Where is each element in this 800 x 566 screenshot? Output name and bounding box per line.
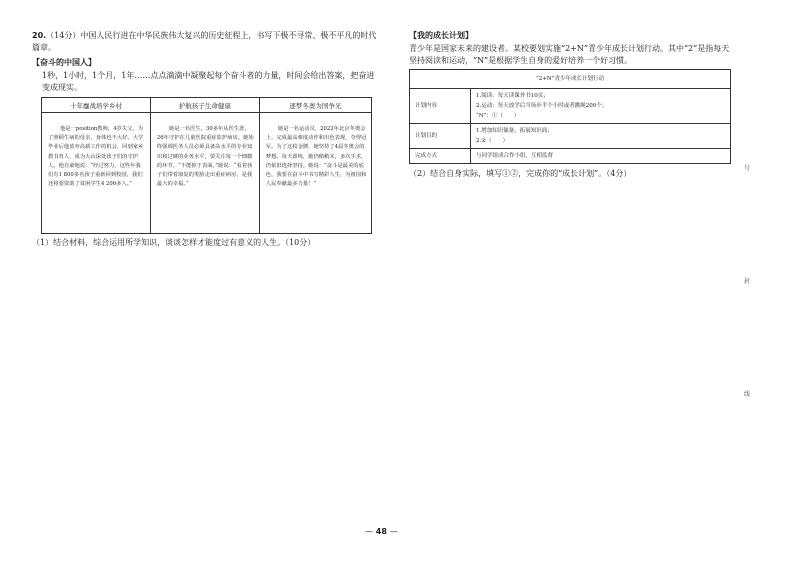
table-header-3: 逐梦冬奥为国争光 <box>259 98 371 113</box>
growth-plan-table <box>409 69 731 164</box>
table-header-1: 十年鏖战培学乡村 <box>42 98 151 113</box>
page-footer <box>365 527 398 536</box>
table-header-2: 护航孩子生命健康 <box>150 98 259 113</box>
binding-margin-label: 号 <box>744 165 751 172</box>
question-text: （14分）中国人民行进在中华民族伟大复兴的历史征程上，书写下极不寻常、极不平凡的时代篇章。 <box>32 31 377 52</box>
table-cell-doctor: 她是一名医生，30多年从医生涯，26年守护在儿童医院重症监护病房。她始终强调医务人员必须具备高水平的专业知识和过硬的业务水平，要关注每一个细微的环节，“不能掉于表面。”她说：“看着孩子们带着康复的笑脸走出重症病房，是我最大的幸福。” <box>150 113 259 234</box>
table-cell-athlete: 她是一名运动员，2022年北京冬奥会上，完成最高难度动作和出色表现，夺得冠军。为了这枚金牌，她坚持了4届冬奥会的梦想。每天训练，她仍稍稍未，多次手术，仍依旧选择坚持。她说：“奋斗是最美的底色，我要在奋斗中书写精彩人生，为祖国和人民奉献最多力量！” <box>259 113 371 234</box>
footer-dash: — <box>389 527 398 536</box>
plan-row-label-method: 完成方式 <box>410 149 471 164</box>
question-number: 20. <box>32 31 47 40</box>
plan-row-content <box>471 124 731 149</box>
section-intro-right: 青少年是国家未来的建设者。某校要划实施“2+N”青少年成长计划行动。其中“2”是指每天坚持阅读和运动，“N”是根据学生自身的爱好培养一个好习惯。 <box>409 44 730 65</box>
section-header-right: 【我的成长计划】 <box>409 31 473 40</box>
plan-line: 2.②（ ） <box>476 138 509 144</box>
struggle-table <box>41 97 372 234</box>
plan-table-title: “2+N”青少年成长计划行动 <box>410 70 731 89</box>
sub-question-1: （1）结合材料，综合运用所学知识，谈谈怎样才能度过有意义的人生。（10分） <box>32 238 316 247</box>
sub-question-2: （2）结合自身实际，填写①②，完成你的“成长计划”。（4分） <box>409 169 632 178</box>
plan-line: 1.增加知识储备，拓展知识面； <box>476 128 553 134</box>
plan-row-label-content: 计划内容 <box>410 89 471 124</box>
plan-row-content <box>471 89 731 124</box>
section-intro-left: 1秒，1小时，1个月，1年……点点滴滴中凝聚起每个奋斗者的力量，时间会给出答案，把奋进变成现实。 <box>42 71 375 92</box>
plan-row-content <box>471 149 731 164</box>
table-cell-teacher: 他是一position教师，4岁失父，为了照顾生病的母亲，身体也不大好。大学毕业后他放弃高薪工作的机会，回到家乡教书育人，成为大山深处孩子们的守护人。他自豪地说：“经过努力，这些年我们有1 800多名孩子重新回到校园，我们还将要资助了贫困学生4 200多人。” <box>42 113 151 234</box>
plan-line: 2.运动：每天放学后当场步半个小时或者跳绳200个； <box>476 103 608 109</box>
plan-row-label-purpose: 计划目的 <box>410 124 471 149</box>
section-header-left: 【奋斗的中国人】 <box>32 58 96 67</box>
binding-margin-label: 封 <box>744 278 751 285</box>
plan-line: 1.阅读：每天读课外书10页； <box>476 93 549 99</box>
footer-dash: — <box>365 527 373 536</box>
page-number: 48 <box>375 527 387 536</box>
question-20 <box>32 30 377 54</box>
binding-margin-label: 线 <box>744 391 751 398</box>
plan-line: “N”：①（ ） <box>476 113 520 119</box>
plan-line: 与同学组成合作小组，互相监督 <box>476 153 554 159</box>
